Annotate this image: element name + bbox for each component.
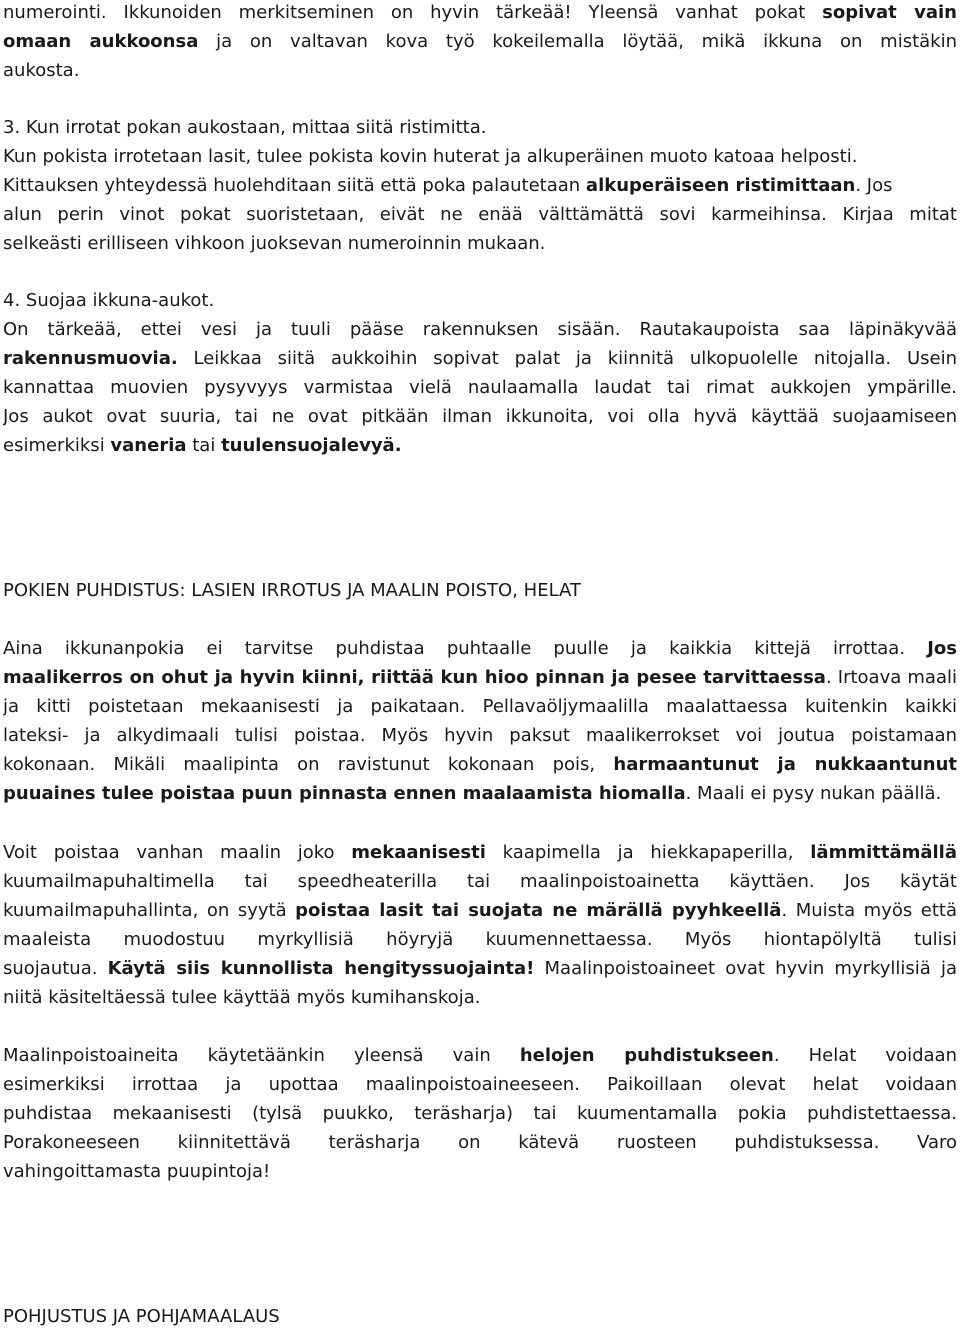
text-line: [3, 900, 957, 924]
text-line: [3, 1074, 957, 1098]
text-span: Maalinpoistoaineet ovat hyvin myrkyllisiä ja: [534, 958, 957, 979]
text-line: [3, 871, 957, 895]
text-span: suojautua.: [3, 958, 108, 979]
text-span: . Irtoava maali: [825, 667, 957, 688]
text-span: maaleista muodostuu myrkyllisiä höyryjä kuumennettaessa. Myös hiontapölyltä tulisi: [3, 929, 957, 950]
text-line: [3, 146, 957, 170]
bold-text: omaan aukkoonsa: [3, 31, 199, 52]
text-span: Kun pokista irrotetaan lasit, tulee pokista kovin huterat ja alkuperäinen muoto katoaa helposti.: [3, 146, 858, 167]
text-line: [3, 348, 957, 372]
text-span: Maalinpoistoaineita käytetäänkin yleensä vain: [3, 1045, 520, 1066]
bold-text: Käytä siis kunnollista hengityssuojainta!: [107, 958, 535, 979]
text-line: [3, 783, 957, 807]
text-span: alun perin vinot pokat suoristetaan, eivät ne enää välttämättä sovi karmeihinsa. Kirjaa mitat: [3, 204, 957, 225]
text-line: [3, 667, 957, 691]
text-line: [3, 987, 957, 1011]
text-line: [3, 406, 957, 430]
text-span: tai: [186, 435, 222, 456]
text-span: kaapimella ja hiekkapaperilla,: [485, 842, 811, 863]
text-line: [3, 290, 957, 314]
text-line: [3, 1132, 957, 1156]
text-span: Aina ikkunanpokia ei tarvitse puhdistaa puhtaalle puulle ja kaikkia kittejä irrottaa.: [3, 638, 928, 659]
text-line: [3, 117, 957, 141]
text-line: [3, 638, 957, 662]
bold-text: lämmittämällä: [810, 842, 957, 863]
text-span: Leikkaa siitä aukkoihin sopivat palat ja kiinnitä ulkopuolelle nitojalla. Usein: [177, 348, 957, 369]
text-span: . Muista myös että: [781, 900, 957, 921]
text-line: [3, 1161, 957, 1185]
text-line: [3, 725, 957, 749]
text-span: esimerkiksi: [3, 435, 111, 456]
bold-text: mekaanisesti: [351, 842, 486, 863]
text-line: [3, 175, 957, 199]
text-span: Porakoneeseen kiinnitettävä teräsharja on kätevä ruosteen puhdistuksessa. Varo: [3, 1132, 957, 1153]
text-span: selkeästi erilliseen vihkoon juoksevan numeroinnin mukaan.: [3, 233, 546, 254]
text-line: [3, 204, 957, 228]
text-line: [3, 233, 957, 257]
text-span: aukosta.: [3, 60, 80, 81]
text-span: kokonaan. Mikäli maalipinta on ravistunut kokonaan pois,: [3, 754, 614, 775]
bold-text: alkuperäiseen ristimittaan: [585, 175, 856, 196]
text-span: puhdistaa mekaanisesti (tylsä puukko, teräsharja) tai kuumentamalla pokia puhdistettaessa.: [3, 1103, 957, 1124]
text-span: esimerkiksi irrottaa ja upottaa maalinpoistoaineeseen. Paikoillaan olevat helat voidaan: [3, 1074, 957, 1095]
section-heading-pohjustus: POHJUSTUS JA POHJAMAALAUS: [3, 1306, 280, 1327]
text-span: ja kitti poistetaan mekaanisesti ja paikataan. Pellavaöljymaalilla maalattaessa kuitenkin kaikki: [3, 696, 957, 717]
text-span: numerointi. Ikkunoiden merkitseminen on hyvin tärkeää! Yleensä vanhat pokat: [3, 2, 823, 23]
bold-text: rakennusmuovia.: [3, 348, 178, 369]
text-line: [3, 929, 957, 953]
text-line: [3, 377, 957, 401]
text-line: [3, 1103, 957, 1127]
section-heading-pokien-puhdistus: POKIEN PUHDISTUS: LASIEN IRROTUS JA MAALIN POISTO, HELAT: [3, 580, 581, 601]
bold-text: maalikerros on ohut ja hyvin kiinni, riittää kun hioo pinnan ja pesee tarvittaessa: [3, 667, 826, 688]
bold-text: harmaantunut ja nukkaantunut: [613, 754, 957, 775]
text-line: [3, 1045, 957, 1069]
text-span: Jos aukot ovat suuria, tai ne ovat pitkään ilman ikkunoita, voi olla hyvä käyttää suojaamiseen: [3, 406, 957, 427]
text-line: [3, 435, 957, 459]
text-span: . Maali ei pysy nukan päällä.: [685, 783, 942, 804]
bold-text: sopivat vain: [822, 2, 957, 23]
text-span: . Helat voidaan: [773, 1045, 957, 1066]
bold-text: Jos: [927, 638, 957, 659]
text-span: ja on valtavan kova työ kokeilemalla löytää, mikä ikkuna on mistäkin: [198, 31, 957, 52]
bold-text: puuaines tulee poistaa puun pinnasta ennen maalaamista hiomalla: [3, 783, 686, 804]
text-span: kannattaa muovien pysyvyys varmistaa vielä naulaamalla laudat tai rimat aukkojen ympärille.: [3, 377, 957, 398]
text-span: vahingoittamasta puupintoja!: [3, 1161, 271, 1182]
text-line: [3, 31, 957, 55]
bold-text: poistaa lasit tai suojata ne märällä pyyhkeellä: [295, 900, 782, 921]
text-span: On tärkeää, ettei vesi ja tuuli pääse rakennuksen sisään. Rautakaupoista saa läpinäkyvää: [3, 319, 957, 340]
bold-text: helojen puhdistukseen: [519, 1045, 774, 1066]
bold-text: vaneria: [110, 435, 187, 456]
text-span: niitä käsiteltäessä tulee käyttää myös kumihanskoja.: [3, 987, 481, 1008]
text-line: [3, 60, 957, 84]
text-line: [3, 958, 957, 982]
text-span: . Jos: [855, 175, 893, 196]
text-line: [3, 754, 957, 778]
text-line: [3, 842, 957, 866]
text-line: [3, 319, 957, 343]
text-span: Voit poistaa vanhan maalin joko: [3, 842, 352, 863]
text-span: kuumailmapuhallinta, on syytä: [3, 900, 296, 921]
text-line: [3, 696, 957, 720]
text-span: 4. Suojaa ikkuna-aukot.: [3, 290, 215, 311]
text-span: lateksi- ja alkydimaali tulisi poistaa. Myös hyvin paksut maalikerrokset voi joutua poistamaan: [3, 725, 957, 746]
text-span: Kittauksen yhteydessä huolehditaan siitä että poka palautetaan: [3, 175, 586, 196]
text-line: [3, 2, 957, 26]
text-span: kuumailmapuhaltimella tai speedheaterilla tai maalinpoistoainetta käyttäen. Jos käytät: [3, 871, 957, 892]
text-span: 3. Kun irrotat pokan aukostaan, mittaa siitä ristimitta.: [3, 117, 487, 138]
bold-text: tuulensuojalevyä.: [221, 435, 402, 456]
